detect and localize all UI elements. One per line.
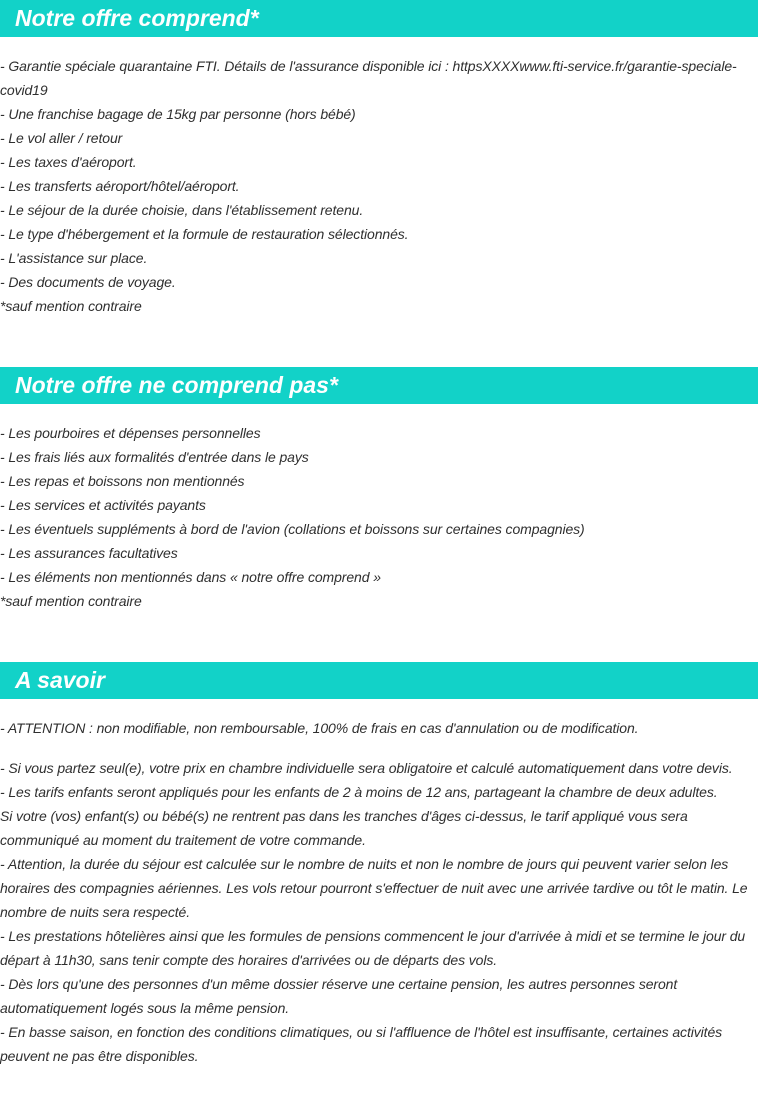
list-item: - Les assurances facultatives xyxy=(0,545,178,561)
excluded-section-header: Notre offre ne comprend pas* xyxy=(0,367,758,404)
know-paragraphs xyxy=(0,756,756,1068)
excluded-list xyxy=(0,421,756,613)
list-item: - Les éventuels suppléments à bord de l'avion (collations et boissons sur certaines compagnies) xyxy=(0,521,585,537)
list-item: - Les éléments non mentionnés dans « notre offre comprend » xyxy=(0,569,381,585)
info-paragraph: - En basse saison, en fonction des conditions climatiques, ou si l'affluence de l'hôtel est insuffisante, certaines activités peuvent ne pas être disponibles. xyxy=(0,1024,723,1064)
list-item: - Les repas et boissons non mentionnés xyxy=(0,473,245,489)
list-item: - Les taxes d'aéroport. xyxy=(0,154,137,170)
list-item: - Des documents de voyage. xyxy=(0,274,176,290)
know-attention xyxy=(0,716,756,740)
list-item: - Le séjour de la durée choisie, dans l'établissement retenu. xyxy=(0,202,364,218)
included-section-header: Notre offre comprend* xyxy=(0,0,758,37)
list-item: - Les transferts aéroport/hôtel/aéroport. xyxy=(0,178,240,194)
list-item: - Les pourboires et dépenses personnelles xyxy=(0,425,261,441)
list-item: - Les services et activités payants xyxy=(0,497,206,513)
included-note: *sauf mention contraire xyxy=(0,298,142,314)
list-item: - L'assistance sur place. xyxy=(0,250,148,266)
list-item: - Les frais liés aux formalités d'entrée dans le pays xyxy=(0,449,309,465)
list-item: - Le type d'hébergement et la formule de restauration sélectionnés. xyxy=(0,226,409,242)
list-item: - Garantie spéciale quarantaine FTI. Détails de l'assurance disponible ici : httpsXXXXwww.fti-service.fr/garantie-speciale-covid19 xyxy=(0,58,737,98)
excluded-note: *sauf mention contraire xyxy=(0,593,142,609)
info-paragraph: Si votre (vos) enfant(s) ou bébé(s) ne rentrent pas dans les tranches d'âges ci-dessus, le tarif appliqué vous sera communiqué au moment du traitement de votre commande. xyxy=(0,808,688,848)
info-paragraph: - Les prestations hôtelières ainsi que les formules de pensions commencent le jour d'arrivée à midi et se termine le jour du départ à 11h30, sans tenir compte des horaires d'arrivées ou de départs des vols. xyxy=(0,928,746,968)
info-paragraph: - Les tarifs enfants seront appliqués pour les enfants de 2 à moins de 12 ans, partageant la chambre de deux adultes. xyxy=(0,784,718,800)
info-paragraph: - Dès lors qu'une des personnes d'un même dossier réserve une certaine pension, les autres personnes seront automatiquement logés sous la même pension. xyxy=(0,976,678,1016)
attention-text: - ATTENTION : non modifiable, non remboursable, 100% de frais en cas d'annulation ou de modification. xyxy=(0,720,639,736)
info-paragraph: - Attention, la durée du séjour est calculée sur le nombre de nuits et non le nombre de jours qui peuvent varier selon les horaires des compagnies aériennes. Les vols retour pourront s'effectuer de nuit avec une arrivée tardive ou tôt le matin. Le nombre de nuits sera respecté. xyxy=(0,856,748,920)
info-paragraph: - Si vous partez seul(e), votre prix en chambre individuelle sera obligatoire et calculé automatiquement dans votre devis. xyxy=(0,760,733,776)
list-item: - Une franchise bagage de 15kg par personne (hors bébé) xyxy=(0,106,356,122)
know-section-header: A savoir xyxy=(0,662,758,699)
included-list xyxy=(0,54,756,318)
list-item: - Le vol aller / retour xyxy=(0,130,123,146)
